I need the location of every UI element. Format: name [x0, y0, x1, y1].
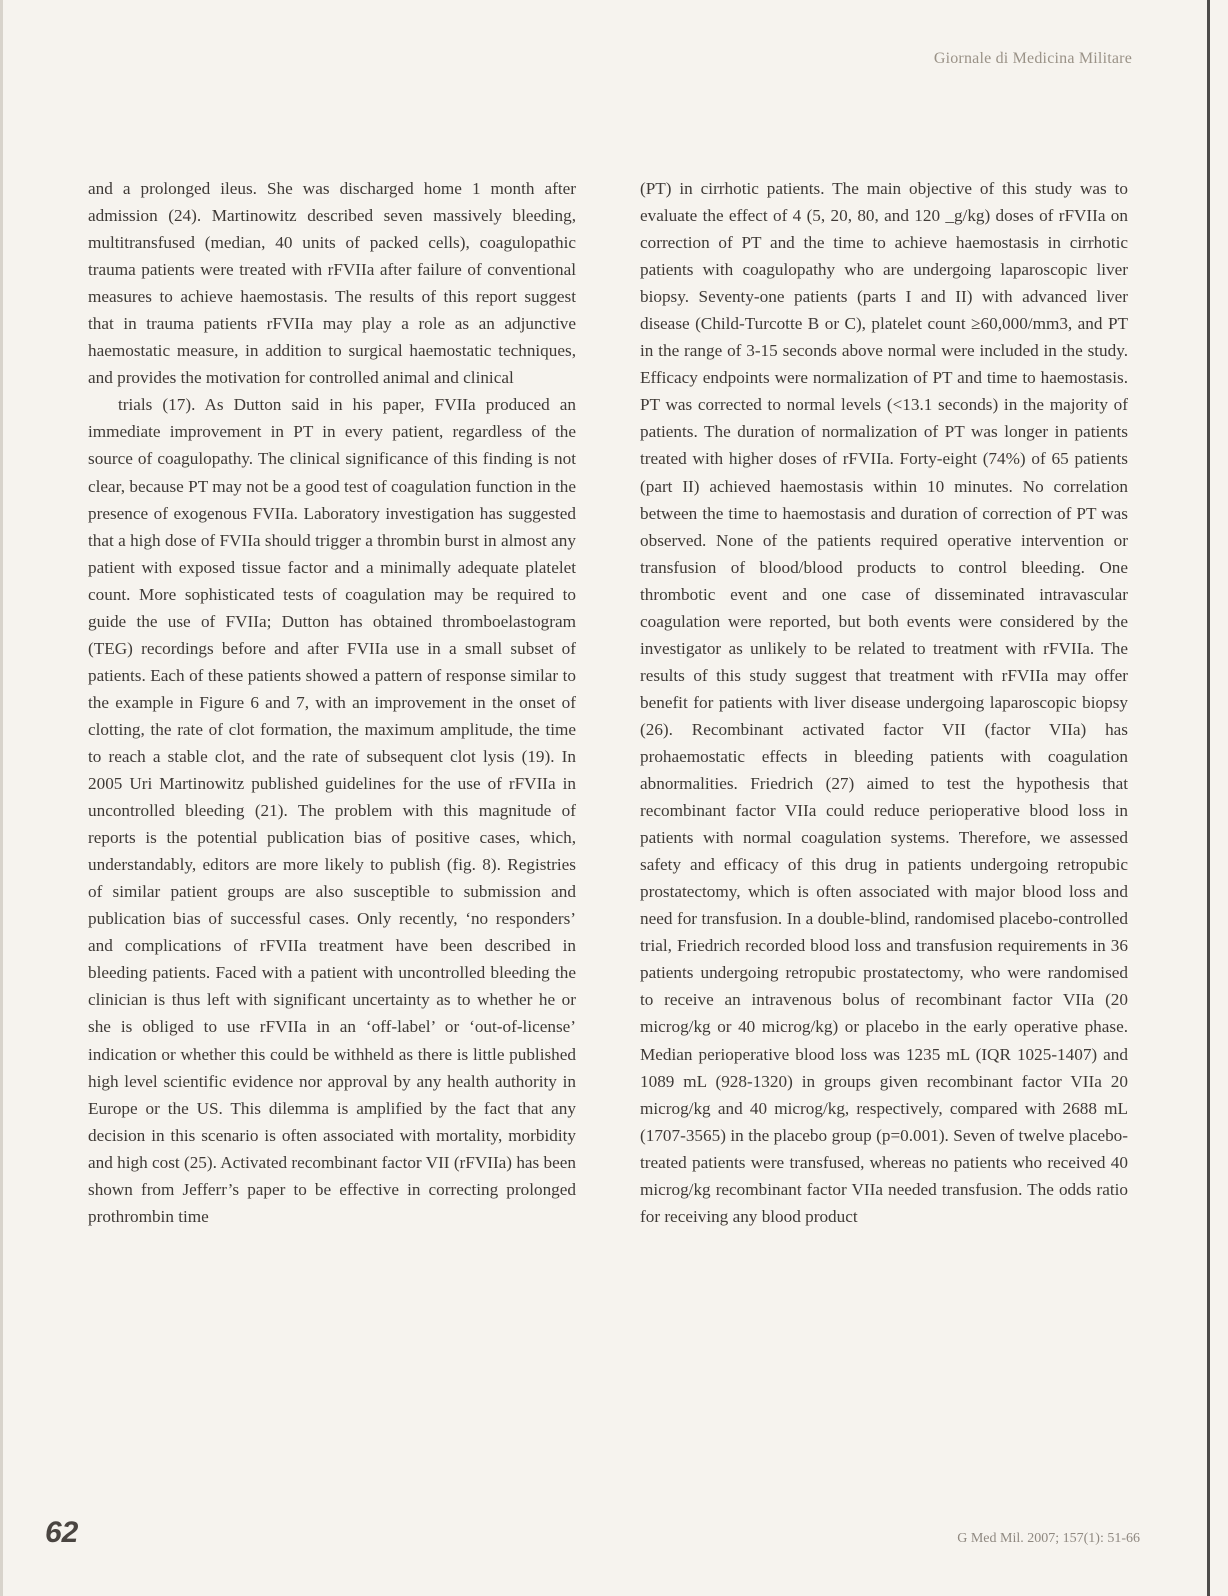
scan-edge-right [1207, 0, 1210, 1596]
page-number: 62 [45, 1516, 79, 1549]
right-paragraph-1: (PT) in cirrhotic patients. The main objective of this study was to evaluate the effect of 4 (5, 20, 80, and 120 _g/kg) doses of rFVIIa on correction of PT and the time to achieve haemostasis in cirrhotic patients with coagulopathy who are undergoing laparoscopic liver biopsy. Seventy-one patients (parts I and II) with advanced liver disease (Child-Turcotte B or C), platelet count ≥60,000/mm3, and PT in the range of 3-15 seconds above normal were included in the study. Efficacy endpoints were normalization of PT and time to haemostasis. PT was corrected to normal levels (<13.1 seconds) in the majority of patients. The duration of normalization of PT was longer in patients treated with higher doses of rFVIIa. Forty-eight (74%) of 65 patients (part II) achieved haemostasis within 10 minutes. No correlation between the time to haemostasis and duration of correction of PT was observed. None of the patients required operative intervention or transfusion of blood/blood products to control bleeding. One thrombotic event and one case of disseminated intravascular coagulation were reported, but both events were considered by the investigator as unlikely to be related to treatment with rFVIIa. The results of this study suggest that treatment with rFVIIa may offer benefit for patients with liver disease undergoing laparoscopic biopsy (26). Recombinant activated factor VII (factor VIIa) has prohaemostatic effects in bleeding patients with coagulation abnormalities. Friedrich (27) aimed to test the hypothesis that recombinant factor VIIa could reduce perioperative blood loss in patients with normal coagulation systems. Therefore, we assessed safety and efficacy of this drug in patients undergoing retropubic prostatectomy, which is often associated with major blood loss and need for transfusion. In a double-blind, randomised placebo-controlled trial, Friedrich recorded blood loss and transfusion requirements in 36 patients undergoing retropubic prostatectomy, who were randomised to receive an intravenous bolus of recombinant factor VIIa (20 microg/kg or 40 microg/kg) or placebo in the early operative phase. Median perioperative blood loss was 1235 mL (IQR 1025-1407) and 1089 mL (928-1320) in groups given recombinant factor VIIa 20 microg/kg and 40 microg/kg, respectively, compared with 2688 mL (1707-3565) in the placebo group (p=0.001). Seven of twelve placebo-treated patients were transfused, whereas no patients who received 40 microg/kg recombinant factor VIIa needed transfusion. The odds ratio for receiving any blood product [640, 179, 1128, 1226]
right-column [640, 175, 1128, 1230]
scan-edge-left [0, 0, 3, 1596]
footer-citation: G Med Mil. 2007; 157(1): 51-66 [957, 1531, 1140, 1546]
left-paragraph-2: trials (17). As Dutton said in his paper, FVIIa produced an immediate improvement in PT in every patient, regardless of the source of coagulopathy. The clinical significance of this finding is not clear, because PT may not be a good test of coagulation function in the presence of exogenous FVIIa. Laboratory investigation has suggested that a high dose of FVIIa should trigger a thrombin burst in almost any patient with exposed tissue factor and a minimally adequate platelet count. More sophisticated tests of coagulation may be required to guide the use of FVIIa; Dutton has obtained thromboelastogram (TEG) recordings before and after FVIIa use in a small subset of patients. Each of these patients showed a pattern of response similar to the example in Figure 6 and 7, with an improvement in the onset of clotting, the rate of clot formation, the maximum amplitude, the time to reach a stable clot, and the rate of subsequent clot lysis (19). In 2005 Uri Martinowitz published guidelines for the use of rFVIIa in uncontrolled bleeding (21). The problem with this magnitude of reports is the potential publication bias of positive cases, which, understandably, editors are more likely to publish (fig. 8). Registries of similar patient groups are also susceptible to submission and publication bias of successful cases. Only recently, ‘no responders’ and complications of rFVIIa treatment have been described in bleeding patients. Faced with a patient with uncontrolled bleeding the clinician is thus left with significant uncertainty as to whether he or she is obliged to use rFVIIa in an ‘off-label’ or ‘out-of-license’ indication or whether this could be withheld as there is little published high level scientific evidence nor approval by any health authority in Europe or the US. This dilemma is amplified by the fact that any decision in this scenario is often associated with mortality, morbidity and high cost (25). Activated recombinant factor VII (rFVIIa) has been shown from Jefferr’s paper to be effective in correcting prolonged prothrombin time [88, 395, 576, 1226]
journal-header: Giornale di Medicina Militare [933, 50, 1132, 67]
left-paragraph-1: and a prolonged ileus. She was discharged home 1 month after admission (24). Martinowitz described seven massively bleeding, multitransfused (median, 40 units of packed cells), coagulopathic trauma patients were treated with rFVIIa after failure of conventional measures to achieve haemostasis. The results of this report suggest that in trauma patients rFVIIa may play a role as an adjunctive haemostatic measure, in addition to surgical haemostatic techniques, and provides the motivation for controlled animal and clinical [88, 179, 576, 388]
left-column [88, 175, 576, 1230]
